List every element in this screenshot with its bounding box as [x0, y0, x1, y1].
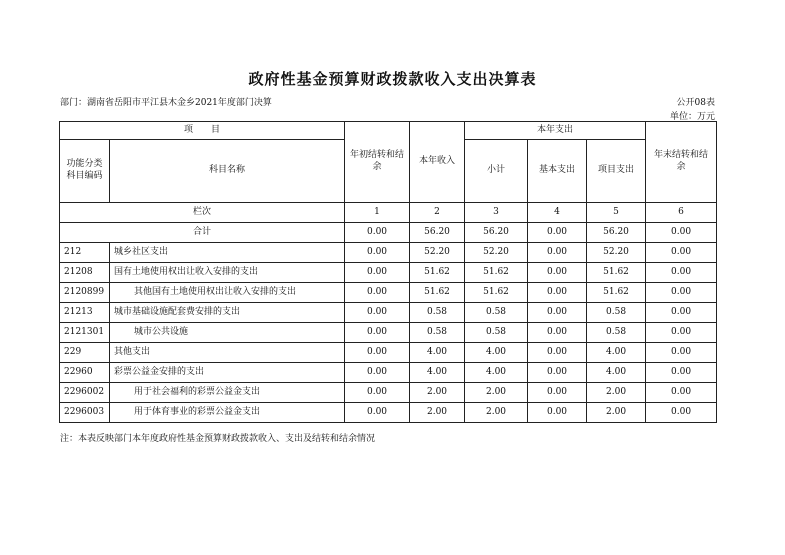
beginning-balance-cell: 0.00	[345, 243, 410, 263]
table-row	[60, 283, 717, 303]
total-label: 合计	[60, 223, 345, 243]
header-func-code: 功能分类科目编码	[60, 140, 110, 203]
name-cell: 其他国有土地使用权出让收入安排的支出	[110, 283, 345, 303]
code-cell: 2296002	[60, 383, 110, 403]
subtotal-cell: 51.62	[465, 283, 528, 303]
col-num-1: 1	[345, 203, 410, 223]
basic-cell: 0.00	[528, 403, 587, 423]
income-cell: 51.62	[410, 263, 465, 283]
basic-cell: 0.00	[528, 383, 587, 403]
project-cell: 4.00	[587, 363, 646, 383]
subtotal-cell: 4.00	[465, 343, 528, 363]
total-c6: 0.00	[646, 223, 717, 243]
code-cell: 229	[60, 343, 110, 363]
subtotal-cell: 0.58	[465, 303, 528, 323]
subtotal-cell: 4.00	[465, 363, 528, 383]
basic-cell: 0.00	[528, 303, 587, 323]
project-cell: 0.58	[587, 303, 646, 323]
project-cell: 2.00	[587, 383, 646, 403]
table-row	[60, 303, 717, 323]
beginning-balance-cell: 0.00	[345, 263, 410, 283]
header-beginning-balance: 年初结转和结余	[345, 122, 410, 203]
subtotal-cell: 2.00	[465, 403, 528, 423]
basic-cell: 0.00	[528, 343, 587, 363]
ending-balance-cell: 0.00	[646, 303, 717, 323]
code-cell: 21213	[60, 303, 110, 323]
subtotal-cell: 52.20	[465, 243, 528, 263]
ending-balance-cell: 0.00	[646, 243, 717, 263]
code-cell: 21208	[60, 263, 110, 283]
col-num-4: 4	[528, 203, 587, 223]
project-cell: 4.00	[587, 343, 646, 363]
beginning-balance-cell: 0.00	[345, 363, 410, 383]
basic-cell: 0.00	[528, 243, 587, 263]
ending-balance-cell: 0.00	[646, 403, 717, 423]
code-cell: 22960	[60, 363, 110, 383]
col-num-3: 3	[465, 203, 528, 223]
col-num-5: 5	[587, 203, 646, 223]
income-cell: 2.00	[410, 403, 465, 423]
header-item: 项 目	[60, 122, 345, 140]
table-row	[60, 263, 717, 283]
code-cell: 2121301	[60, 323, 110, 343]
project-cell: 52.20	[587, 243, 646, 263]
project-cell: 51.62	[587, 283, 646, 303]
basic-cell: 0.00	[528, 263, 587, 283]
ending-balance-cell: 0.00	[646, 263, 717, 283]
subtotal-cell: 0.58	[465, 323, 528, 343]
name-cell: 城乡社区支出	[110, 243, 345, 263]
footnote: 注：本表反映部门本年度政府性基金预算财政拨款收入、支出及结转和结余情况	[60, 434, 376, 444]
department-label: 部门：湖南省岳阳市平江县木金乡2021年度部门决算	[60, 98, 272, 108]
form-number: 公开08表	[676, 98, 715, 108]
row-num-label: 栏次	[60, 203, 345, 223]
subtotal-cell: 2.00	[465, 383, 528, 403]
income-cell: 0.58	[410, 323, 465, 343]
basic-cell: 0.00	[528, 283, 587, 303]
total-c3: 56.20	[465, 223, 528, 243]
ending-balance-cell: 0.00	[646, 323, 717, 343]
column-number-row	[60, 203, 717, 223]
header-subject-name: 科目名称	[110, 140, 345, 203]
col-num-2: 2	[410, 203, 465, 223]
basic-cell: 0.00	[528, 323, 587, 343]
name-cell: 用于社会福利的彩票公益金支出	[110, 383, 345, 403]
beginning-balance-cell: 0.00	[345, 323, 410, 343]
total-c4: 0.00	[528, 223, 587, 243]
project-cell: 51.62	[587, 263, 646, 283]
income-cell: 52.20	[410, 243, 465, 263]
ending-balance-cell: 0.00	[646, 383, 717, 403]
basic-cell: 0.00	[528, 363, 587, 383]
table-row	[60, 243, 717, 263]
report-title: 政府性基金预算财政拨款收入支出决算表	[248, 70, 537, 88]
subtotal-cell: 51.62	[465, 263, 528, 283]
income-cell: 4.00	[410, 363, 465, 383]
ending-balance-cell: 0.00	[646, 283, 717, 303]
name-cell: 其他支出	[110, 343, 345, 363]
income-cell: 2.00	[410, 383, 465, 403]
code-cell: 2296003	[60, 403, 110, 423]
table-row	[60, 383, 717, 403]
table-row	[60, 343, 717, 363]
table-row	[60, 363, 717, 383]
name-cell: 城市公共设施	[110, 323, 345, 343]
header-ending-balance: 年末结转和结余	[646, 122, 717, 203]
unit-label: 单位：万元	[669, 112, 715, 122]
income-cell: 4.00	[410, 343, 465, 363]
project-cell: 0.58	[587, 323, 646, 343]
income-cell: 51.62	[410, 283, 465, 303]
table-row	[60, 403, 717, 423]
header-income: 本年收入	[410, 122, 465, 203]
code-cell: 212	[60, 243, 110, 263]
header-project: 项目支出	[587, 140, 646, 203]
total-c1: 0.00	[345, 223, 410, 243]
name-cell: 彩票公益金安排的支出	[110, 363, 345, 383]
code-cell: 2120899	[60, 283, 110, 303]
beginning-balance-cell: 0.00	[345, 283, 410, 303]
name-cell: 国有土地使用权出让收入安排的支出	[110, 263, 345, 283]
name-cell: 用于体育事业的彩票公益金支出	[110, 403, 345, 423]
total-row	[60, 223, 717, 243]
total-c5: 56.20	[587, 223, 646, 243]
header-expenditure: 本年支出	[465, 122, 646, 140]
header-subtotal: 小计	[465, 140, 528, 203]
header-basic: 基本支出	[528, 140, 587, 203]
ending-balance-cell: 0.00	[646, 363, 717, 383]
col-num-6: 6	[646, 203, 717, 223]
fund-budget-table	[59, 121, 717, 423]
project-cell: 2.00	[587, 403, 646, 423]
income-cell: 0.58	[410, 303, 465, 323]
beginning-balance-cell: 0.00	[345, 343, 410, 363]
ending-balance-cell: 0.00	[646, 343, 717, 363]
beginning-balance-cell: 0.00	[345, 383, 410, 403]
beginning-balance-cell: 0.00	[345, 303, 410, 323]
header-row-1	[60, 122, 717, 140]
table-row	[60, 323, 717, 343]
beginning-balance-cell: 0.00	[345, 403, 410, 423]
total-c2: 56.20	[410, 223, 465, 243]
name-cell: 城市基础设施配套费安排的支出	[110, 303, 345, 323]
